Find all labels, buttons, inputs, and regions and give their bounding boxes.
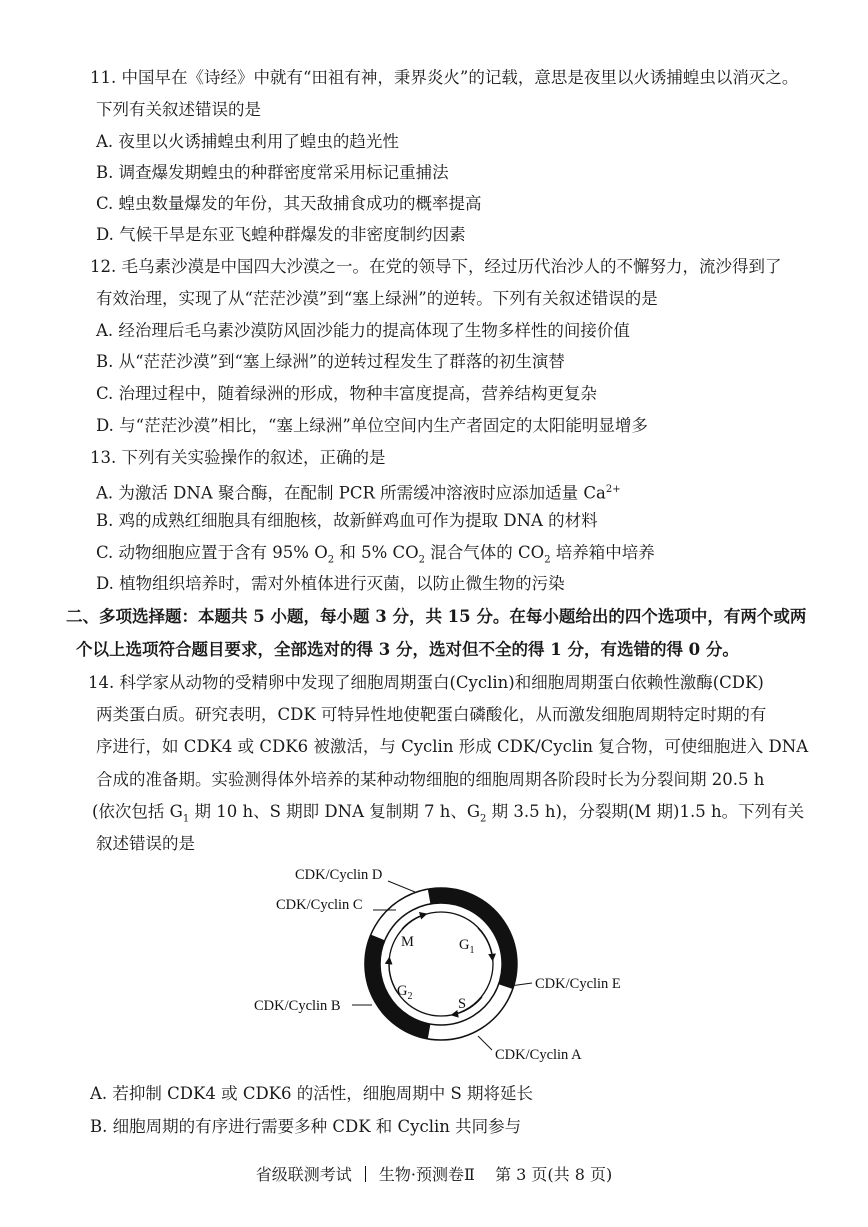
q14-stem-line6: 叙述错误的是 bbox=[96, 834, 195, 853]
q12-option-c: C. 治理过程中，随着绿洲的形成，物种丰富度提高，营养结构更复杂 bbox=[96, 384, 598, 403]
q14-stem-line1: 14. 科学家从动物的受精卵中发现了细胞周期蛋白(Cyclin)和细胞周期蛋白依赖性激酶(CDK) bbox=[88, 673, 764, 692]
label-cyclin-a: CDK/Cyclin A bbox=[495, 1047, 582, 1063]
q14-stem-line5-sub1: 1 bbox=[182, 813, 190, 825]
leader-cyclin-d bbox=[388, 881, 415, 892]
q14-option-b: B. 细胞周期的有序进行需要多种 CDK 和 Cyclin 共同参与 bbox=[90, 1117, 522, 1136]
q11-option-a: A. 夜里以火诱捕蝗虫利用了蝗虫的趋光性 bbox=[96, 132, 399, 151]
q13-option-d: D. 植物组织培养时，需对外植体进行灭菌，以防止微生物的污染 bbox=[96, 574, 565, 593]
footer-subject: 生物·预测卷Ⅱ bbox=[378, 1165, 475, 1184]
q13-option-c-sub2: 2 bbox=[418, 554, 426, 566]
section2-heading-line2: 个以上选项符合题目要求，全部选对的得 3 分，选对但不全的得 1 分，有选错的得 0 分。 bbox=[76, 640, 739, 659]
q14-stem-line5-part3: 期 3.5 h)，分裂期(M 期)1.5 h。下列有关 bbox=[486, 802, 805, 821]
label-cyclin-e: CDK/Cyclin E bbox=[535, 976, 621, 992]
footer-page-number: 第 3 页(共 8 页) bbox=[495, 1165, 613, 1184]
q13-option-c-part2: 和 5% CO bbox=[334, 543, 419, 562]
q13-option-b: B. 鸡的成熟红细胞具有细胞核，故新鲜鸡血可作为提取 DNA 的材料 bbox=[96, 511, 598, 530]
label-cyclin-b: CDK/Cyclin B bbox=[254, 998, 341, 1014]
section2-heading-line1: 二、多项选择题：本题共 5 小题，每小题 3 分，共 15 分。在每小题给出的四个选项中，有两个或两 bbox=[66, 607, 807, 626]
q13-option-c-part1: C. 动物细胞应置于含有 95% O bbox=[96, 543, 328, 562]
q12-stem-line2: 有效治理，实现了从“茫茫沙漠”到“塞上绿洲”的逆转。下列有关叙述错误的是 bbox=[96, 289, 658, 308]
q14-stem-line4: 合成的准备期。实验测得体外培养的某种动物细胞的细胞周期各阶段时长为分裂间期 20.5 h bbox=[96, 770, 765, 789]
phase-s-label: S bbox=[458, 996, 467, 1012]
phase-g2-label bbox=[397, 983, 412, 1002]
arrow-g2-icon bbox=[389, 958, 397, 992]
q14-stem-line5-sub2: 2 bbox=[480, 813, 487, 825]
q12-option-b: B. 从“茫茫沙漠”到“塞上绿洲”的逆转过程发生了群落的初生演替 bbox=[96, 352, 565, 371]
q13-option-c-sub1: 2 bbox=[327, 554, 335, 566]
footer-exam-name: 省级联测考试 bbox=[255, 1165, 352, 1184]
page-footer bbox=[0, 1163, 868, 1187]
q14-stem-line3: 序进行，如 CDK4 或 CDK6 被激活，与 Cyclin 形成 CDK/Cyclin 复合物，可使细胞进入 DNA bbox=[96, 737, 809, 756]
q12-option-d: D. 与“茫茫沙漠”相比，“塞上绿洲”单位空间内生产者固定的太阳能明显增多 bbox=[96, 416, 648, 435]
phase-g1-main: G bbox=[459, 937, 470, 953]
label-cyclin-d: CDK/Cyclin D bbox=[295, 867, 383, 883]
q14-stem-line5-part1: (依次包括 G bbox=[92, 802, 183, 821]
q11-option-b: B. 调查爆发期蝗虫的种群密度常采用标记重捕法 bbox=[96, 163, 449, 182]
q13-option-c-part3: 混合气体的 CO bbox=[425, 543, 545, 562]
phase-g2-sub: 2 bbox=[407, 991, 413, 1002]
q13-option-c-sub3: 2 bbox=[544, 554, 551, 566]
cycle-inner-circle bbox=[389, 912, 493, 1016]
q13-option-a-superscript: 2+ bbox=[605, 484, 621, 495]
q13-stem: 13. 下列有关实验操作的叙述，正确的是 bbox=[90, 448, 386, 467]
q14-option-a: A. 若抑制 CDK4 或 CDK6 的活性，细胞周期中 S 期将延长 bbox=[90, 1084, 534, 1103]
arrow-g1-icon bbox=[478, 928, 493, 960]
phase-g2-main: G bbox=[397, 983, 408, 999]
q13-option-c-part4: 培养箱中培养 bbox=[550, 543, 655, 562]
q13-option-c bbox=[96, 541, 655, 572]
q14-stem-line5 bbox=[92, 800, 804, 831]
q14-stem-line5-part2: 期 10 h、S 期即 DNA 复制期 7 h、G bbox=[189, 802, 481, 821]
q13-option-a bbox=[96, 478, 621, 506]
q11-stem-line2: 下列有关叙述错误的是 bbox=[96, 100, 261, 119]
phase-g1-label bbox=[459, 937, 474, 956]
q11-option-c: C. 蝗虫数量爆发的年份，其天敌捕食成功的概率提高 bbox=[96, 194, 482, 213]
q11-option-d: D. 气候干旱是东亚飞蝗种群爆发的非密度制约因素 bbox=[96, 225, 466, 244]
q14-stem-line2: 两类蛋白质。研究表明，CDK 可特异性地使靶蛋白磷酸化，从而激发细胞周期特定时期的有 bbox=[96, 705, 767, 724]
q13-option-a-text: A. 为激活 DNA 聚合酶，在配制 PCR 所需缓冲溶液时应添加适量 Ca bbox=[96, 483, 606, 503]
q12-option-a: A. 经治理后毛乌素沙漠防风固沙能力的提高体现了生物多样性的间接价值 bbox=[96, 321, 630, 340]
cell-cycle-figure bbox=[0, 860, 868, 1070]
footer-separator bbox=[365, 1166, 366, 1182]
q12-stem-line1: 12. 毛乌素沙漠是中国四大沙漠之一。在党的领导下，经过历代治沙人的不懈努力，流沙得到了 bbox=[90, 257, 782, 276]
leader-cyclin-a bbox=[478, 1036, 492, 1050]
phase-m-label: M bbox=[401, 934, 414, 950]
q11-stem-line1: 11. 中国早在《诗经》中就有“田祖有神，秉界炎火”的记载，意思是夜里以火诱捕蝗虫以消灭之。 bbox=[90, 68, 799, 87]
label-cyclin-c: CDK/Cyclin C bbox=[276, 897, 363, 913]
phase-g1-sub: 1 bbox=[469, 945, 475, 956]
